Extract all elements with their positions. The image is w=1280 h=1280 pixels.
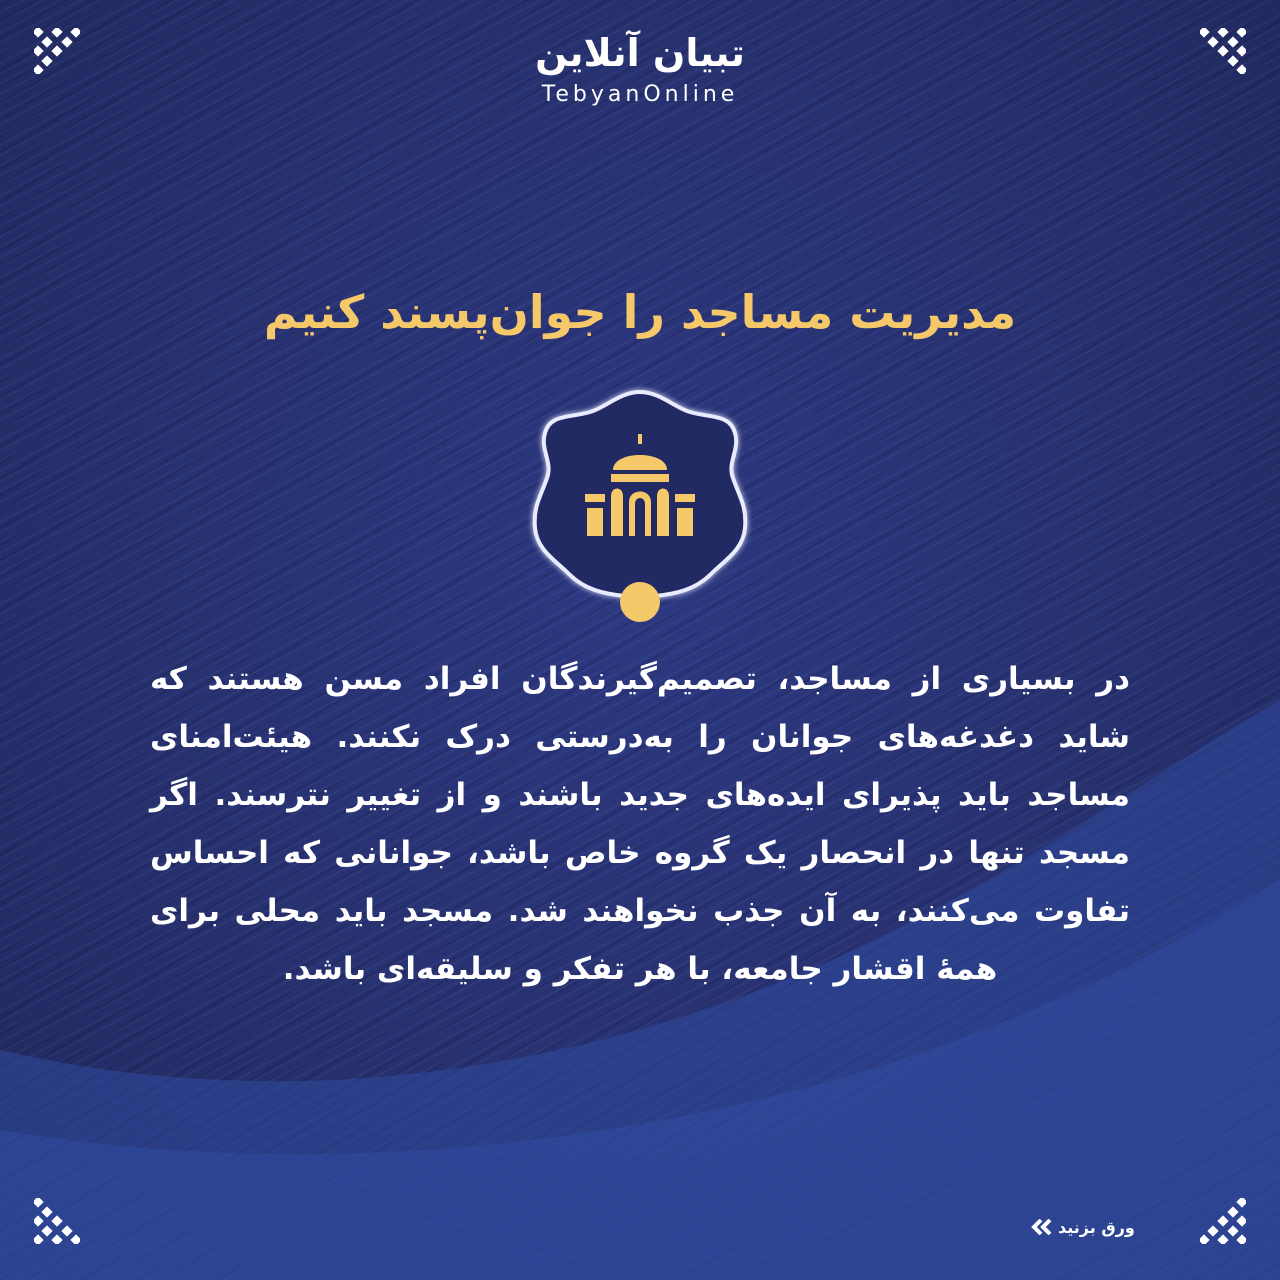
brand-logo xyxy=(0,28,1280,110)
mosque-emblem xyxy=(515,378,765,628)
swipe-label: ورق بزنید xyxy=(1058,1217,1135,1237)
logo-persian: تبیان آنلاین xyxy=(535,31,745,75)
swipe-hint[interactable] xyxy=(1030,1212,1135,1242)
corner-ornament-icon xyxy=(1200,1198,1246,1244)
double-chevron-icon xyxy=(1030,1219,1052,1235)
body-paragraph: در بسیاری از مساجد، تصمیم‌گیرندگان افراد مسن هستند که شاید دغدغه‌های جوانان را به‌درستی درک نکنند. هیئت‌امنای مساجد باید پذیرای ایده‌های جدید باشند و از تغییر نترسند. اگر مسجد تنها در انحصار یک گروه خاص باشد، جوانانی که احساس تفاوت می‌کنند، به آن جذب نخواهند شد. مسجد باید محلی برای همهٔ اقشار جامعه، با هر تفکر و سلیقه‌ای باشد. xyxy=(150,661,1130,987)
corner-ornament-icon xyxy=(34,1198,80,1244)
emblem-dot-icon xyxy=(620,582,660,622)
page-title: مدیریت مساجد را جوان‌پسند کنیم xyxy=(263,285,1017,339)
logo-english: TebyanOnline xyxy=(541,82,739,107)
